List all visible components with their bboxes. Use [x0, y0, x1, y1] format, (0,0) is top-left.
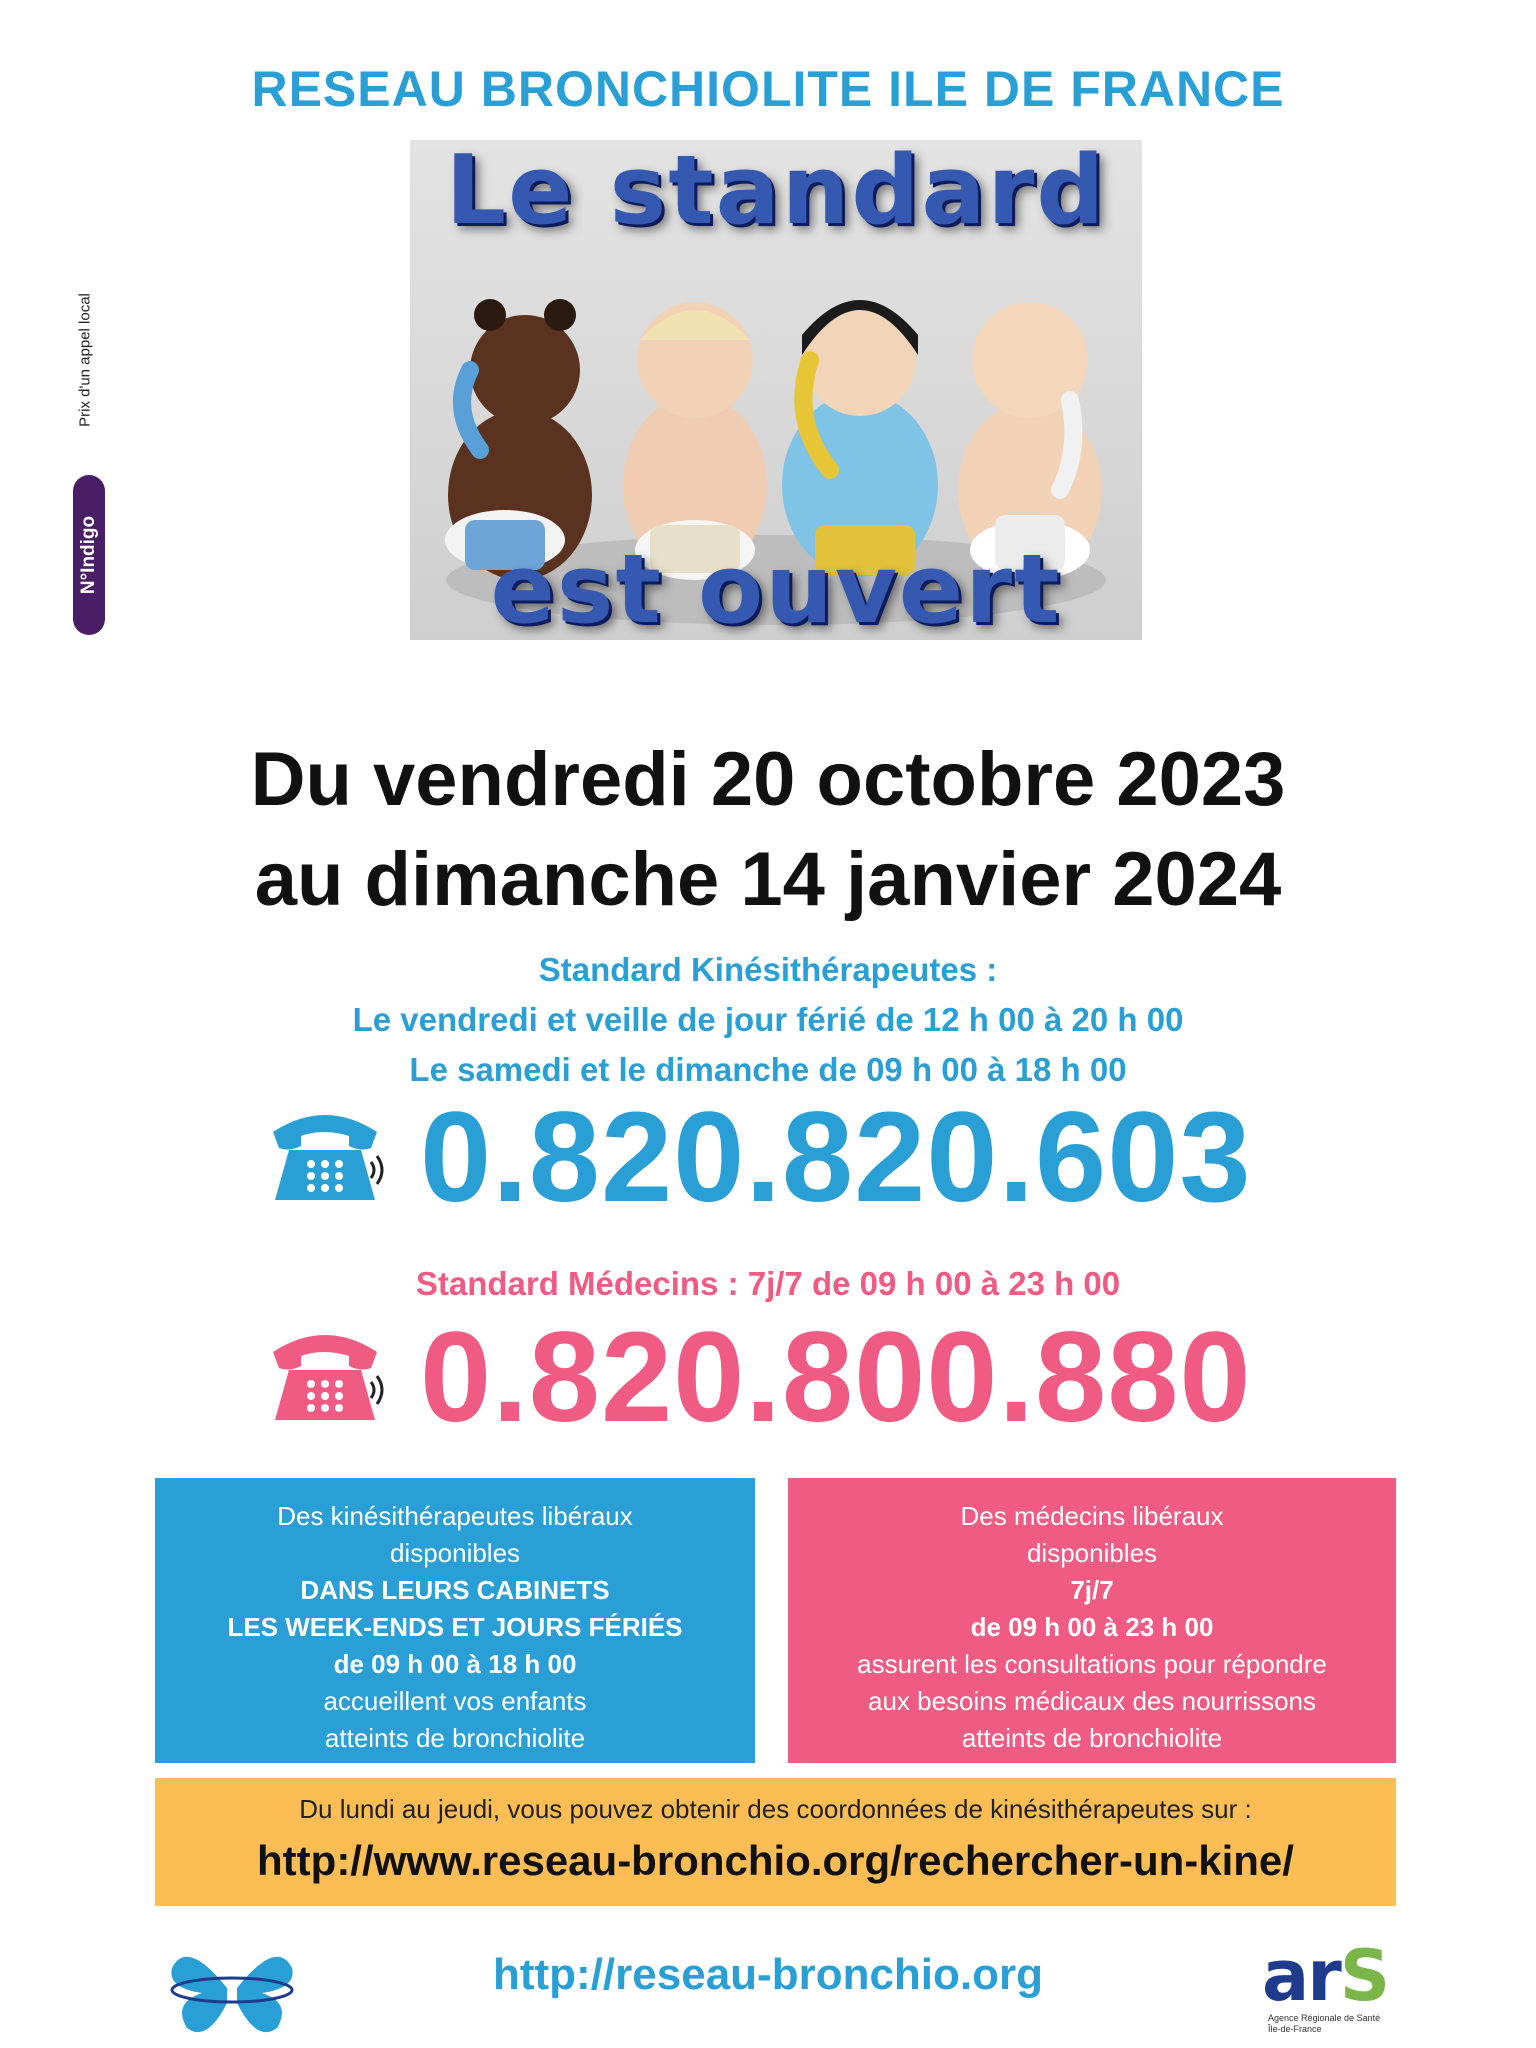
- indigo-side-badge: [65, 260, 125, 640]
- box-med-bold: 7j/7: [1070, 1575, 1114, 1605]
- ars-logo-s: S: [1339, 1935, 1389, 2017]
- photo-title-top: Le standard: [445, 140, 1107, 246]
- indigo-badge: [73, 475, 105, 635]
- box-med-line: disponibles: [1026, 1538, 1158, 1568]
- kine-info-box: [155, 1478, 755, 1763]
- box-kine-bold: de 09 h 00 à 18 h 00: [333, 1649, 577, 1679]
- box-kine-bold: LES WEEK-ENDS ET JOURS FÉRIÉS: [227, 1612, 683, 1642]
- kine-search-link[interactable]: http://www.reseau-bronchio.org/rechercher-un-kine/: [257, 1837, 1294, 1884]
- ars-sub-line: Île-de-France: [1268, 2024, 1322, 2034]
- kine-hours: [0, 945, 1536, 1095]
- box-med-line: [788, 1572, 1396, 1609]
- box-kine-line: Des kinésithérapeutes libéraux: [277, 1501, 633, 1531]
- ars-logo-letters: [1262, 1935, 1388, 2017]
- kine-phone-row: [0, 1086, 1536, 1230]
- date-line-1: Du vendredi 20 octobre 2023: [250, 737, 1286, 822]
- box-kine-line: [155, 1646, 755, 1683]
- med-info-box: [788, 1478, 1396, 1763]
- kine-hours-line-2: Le samedi et le dimanche de 09 h 00 à 18 h 00: [409, 1051, 1127, 1088]
- website-link[interactable]: http://reseau-bronchio.org: [493, 1950, 1043, 1999]
- date-line-2: au dimanche 14 janvier 2024: [254, 837, 1282, 922]
- ars-logo-ar: ar: [1262, 1935, 1340, 2017]
- telephone-icon: [265, 1102, 385, 1212]
- box-med-line: Des médecins libéraux: [960, 1501, 1224, 1531]
- date-range: [0, 730, 1536, 930]
- med-hours: Standard Médecins : 7j/7 de 09 h 00 à 23 h 00: [415, 1265, 1121, 1302]
- med-phone-row: [0, 1306, 1536, 1450]
- box-med-line: atteints de bronchiolite: [961, 1723, 1223, 1753]
- side-note-text: Prix d'un appel local: [76, 293, 94, 427]
- box-kine-bold: DANS LEURS CABINETS: [300, 1575, 610, 1605]
- box-kine-line: [155, 1609, 755, 1646]
- ars-logo: [1262, 1935, 1402, 2040]
- kine-search-text: Du lundi au jeudi, vous pouvez obtenir des coordonnées de kinésithérapeutes sur :: [299, 1794, 1252, 1824]
- box-med-line: aux besoins médicaux des nourrissons: [867, 1686, 1317, 1716]
- kine-heading: Standard Kinésithérapeutes :: [538, 951, 998, 988]
- box-kine-line: disponibles: [389, 1538, 521, 1568]
- indigo-badge-text: N°Indigo: [78, 515, 99, 595]
- box-med-line: assurent les consultations pour répondre: [857, 1649, 1327, 1679]
- kine-search-info: [155, 1778, 1396, 1906]
- ars-sub-line: Agence Régionale de Santé: [1268, 2013, 1381, 2023]
- page-title: RESEAU BRONCHIOLITE ILE DE FRANCE: [251, 61, 1285, 117]
- telephone-icon: [265, 1322, 385, 1432]
- ars-logo-subtitle: [1268, 2013, 1388, 2035]
- kine-phone-number[interactable]: 0.820.820.603: [420, 1086, 1252, 1229]
- box-med-line: [788, 1609, 1396, 1646]
- box-kine-line: accueillent vos enfants: [323, 1686, 587, 1716]
- box-med-bold: de 09 h 00 à 23 h 00: [970, 1612, 1214, 1642]
- side-note: [75, 260, 95, 460]
- babies-phones-photo: [410, 140, 1142, 640]
- kine-hours-line-1: Le vendredi et veille de jour férié de 12 h 00 à 20 h 00: [352, 1001, 1184, 1038]
- med-phone-number[interactable]: 0.820.800.880: [420, 1306, 1252, 1449]
- photo-title-bottom: est ouvert: [490, 535, 1062, 640]
- box-kine-line: atteints de bronchiolite: [324, 1723, 586, 1753]
- box-kine-line: [155, 1572, 755, 1609]
